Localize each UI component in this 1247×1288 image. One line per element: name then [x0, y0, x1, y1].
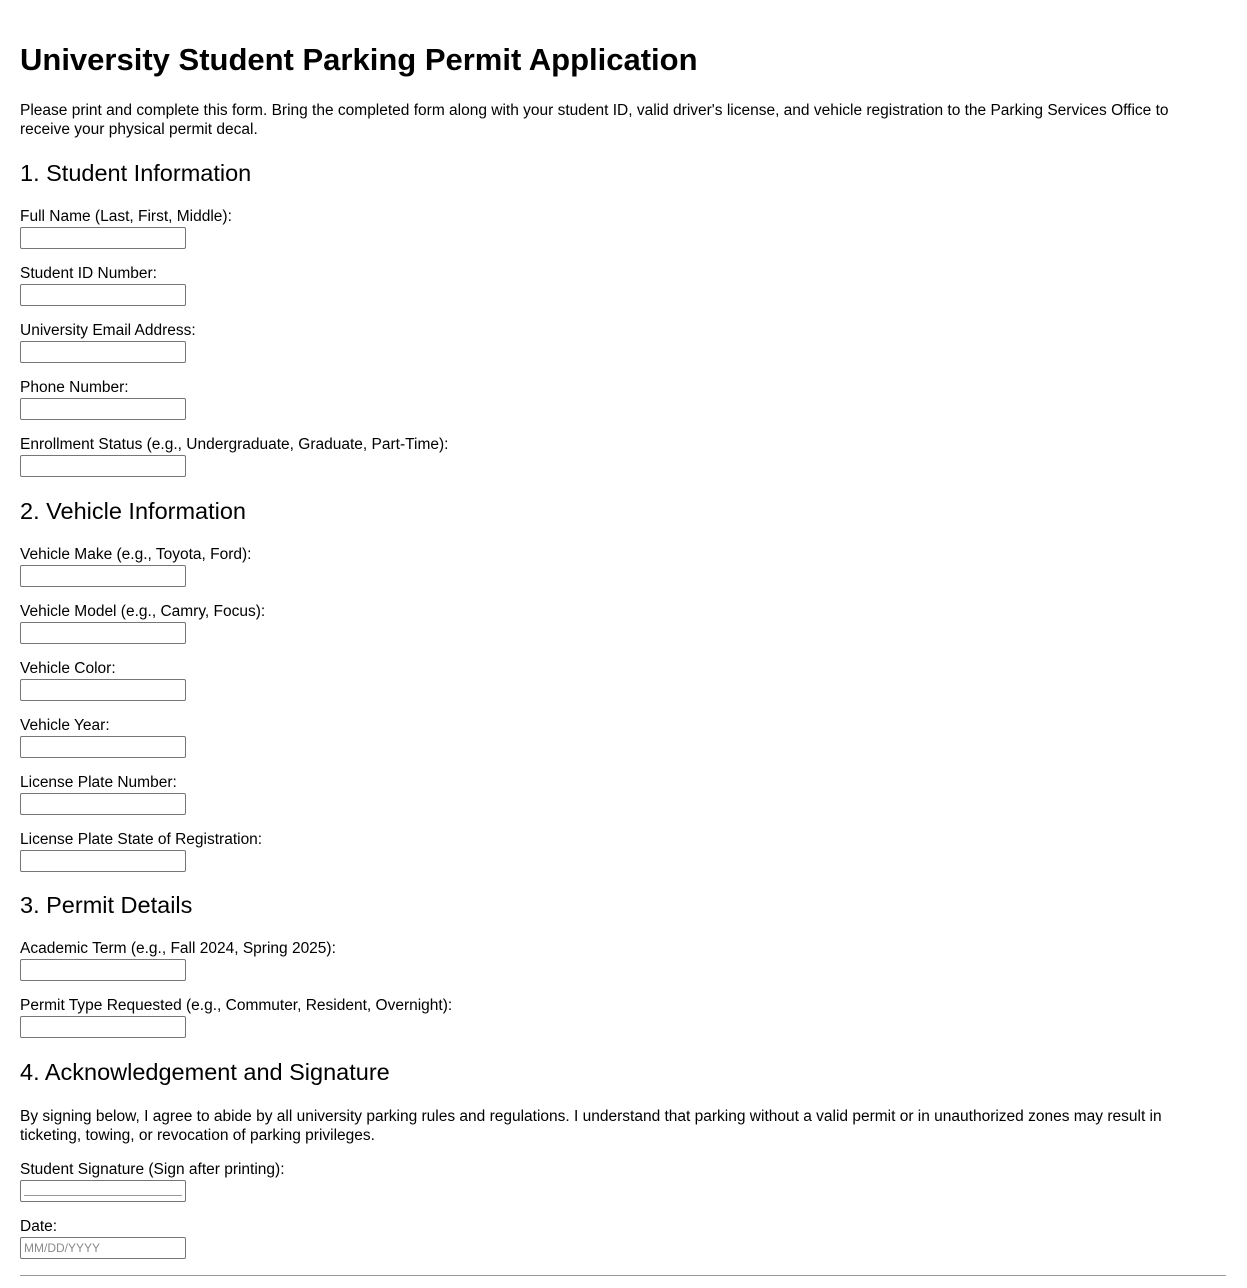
- academic-term-input[interactable]: [20, 959, 186, 981]
- full-name-label: Full Name (Last, First, Middle):: [20, 208, 232, 225]
- full-name-input[interactable]: [20, 227, 186, 249]
- date-label: Date:: [20, 1218, 58, 1235]
- vehicle-color-input[interactable]: [20, 679, 186, 701]
- student-id-input[interactable]: [20, 284, 186, 306]
- field-date: [20, 1218, 186, 1259]
- field-student-id: [20, 265, 186, 306]
- permit-type-label: Permit Type Requested (e.g., Commuter, Resident, Overnight):: [20, 997, 453, 1014]
- date-input[interactable]: [20, 1237, 186, 1259]
- field-email: [20, 322, 196, 363]
- field-academic-term: [20, 940, 336, 981]
- phone-input[interactable]: [20, 398, 186, 420]
- field-phone: [20, 379, 186, 420]
- student-id-label: Student ID Number:: [20, 265, 157, 282]
- vehicle-model-input[interactable]: [20, 622, 186, 644]
- field-vehicle-make: [20, 546, 251, 587]
- acknowledgement-text: By signing below, I agree to abide by all university parking rules and regulations. I understand that parking without a valid permit or in unauthorized zones may result in ticketing, towing, or revocation of parking privileges.: [20, 1108, 1162, 1144]
- enrollment-status-input[interactable]: [20, 455, 186, 477]
- field-vehicle-model: [20, 603, 265, 644]
- field-vehicle-year: [20, 717, 186, 758]
- enrollment-status-label: Enrollment Status (e.g., Undergraduate, Graduate, Part-Time):: [20, 436, 449, 453]
- phone-label: Phone Number:: [20, 379, 129, 396]
- footer-divider: [20, 1275, 1226, 1276]
- signature-label: Student Signature (Sign after printing):: [20, 1161, 285, 1178]
- license-plate-label: License Plate Number:: [20, 774, 177, 791]
- vehicle-year-label: Vehicle Year:: [20, 717, 110, 734]
- section-title-vehicle-information: 2. Vehicle Information: [20, 498, 246, 524]
- field-license-plate: [20, 774, 186, 815]
- field-vehicle-color: [20, 660, 186, 701]
- page-title: University Student Parking Permit Application: [20, 42, 698, 77]
- academic-term-label: Academic Term (e.g., Fall 2024, Spring 2025):: [20, 940, 336, 957]
- plate-state-label: License Plate State of Registration:: [20, 831, 263, 848]
- vehicle-year-input[interactable]: [20, 736, 186, 758]
- email-label: University Email Address:: [20, 322, 196, 339]
- email-input[interactable]: [20, 341, 186, 363]
- field-plate-state: [20, 831, 262, 872]
- license-plate-input[interactable]: [20, 793, 186, 815]
- intro-instructions: Please print and complete this form. Bring the completed form along with your student ID, valid driver's license, and vehicle registration to the Parking Services Office to receive your physical permit decal.: [20, 102, 1169, 138]
- vehicle-color-label: Vehicle Color:: [20, 660, 116, 677]
- vehicle-make-label: Vehicle Make (e.g., Toyota, Ford):: [20, 546, 252, 563]
- section-title-permit-details: 3. Permit Details: [20, 892, 193, 918]
- field-full-name: [20, 208, 232, 249]
- field-signature: [20, 1161, 285, 1202]
- section-title-acknowledgement: 4. Acknowledgement and Signature: [20, 1059, 390, 1085]
- vehicle-make-input[interactable]: [20, 565, 186, 587]
- field-permit-type: [20, 997, 452, 1038]
- vehicle-model-label: Vehicle Model (e.g., Camry, Focus):: [20, 603, 266, 620]
- section-title-student-information: 1. Student Information: [20, 160, 252, 186]
- signature-line: [24, 1195, 182, 1196]
- field-enrollment-status: [20, 436, 448, 477]
- permit-type-input[interactable]: [20, 1016, 186, 1038]
- signature-input[interactable]: [20, 1180, 186, 1202]
- plate-state-input[interactable]: [20, 850, 186, 872]
